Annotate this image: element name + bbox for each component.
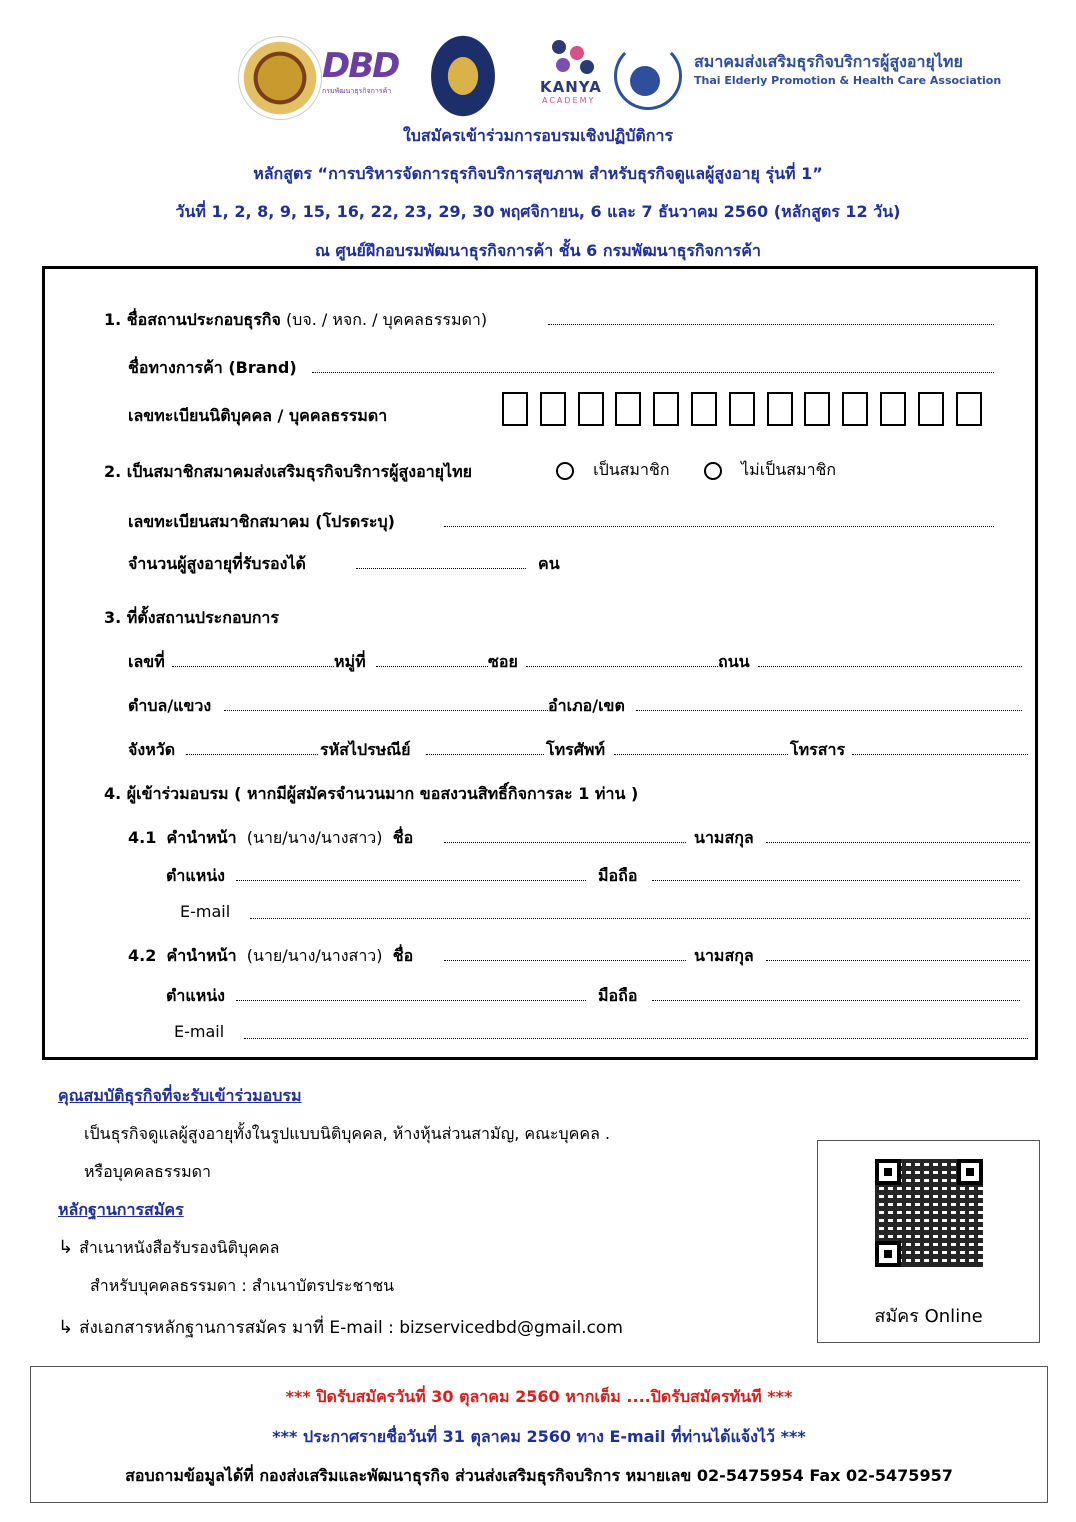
participant-1-position-field[interactable] — [236, 866, 586, 881]
association-name-th: สมาคมส่งเสริมธุรกิจบริการผู้สูงอายุไทย — [694, 52, 963, 71]
notice-announcement: *** ประกาศรายชื่อวันที่ 31 ตุลาคม 2560 ทาง E-mail ที่ท่านได้แจ้งไว้ *** — [272, 1427, 806, 1446]
member-no-option[interactable] — [704, 458, 836, 483]
registration-digit-box[interactable] — [653, 392, 679, 426]
participant-2-surname-label: นามสกุล — [694, 946, 754, 965]
address-moo-label: หมู่ที่ — [334, 652, 366, 671]
registration-digit-box[interactable] — [615, 392, 641, 426]
university-seal-logo — [428, 32, 498, 120]
address-tambon-field[interactable] — [224, 696, 548, 711]
participant-1-surname-field[interactable] — [766, 828, 1030, 843]
business-name-field[interactable] — [548, 310, 994, 325]
participant-2-name-label: ชื่อ — [392, 946, 414, 965]
participant-2-name-field[interactable] — [444, 946, 686, 961]
registration-digit-box[interactable] — [540, 392, 566, 426]
association-name-en: Thai Elderly Promotion & Health Care Association — [694, 74, 1002, 87]
brand-field[interactable] — [312, 358, 994, 373]
address-phone-field[interactable] — [614, 740, 788, 755]
address-soi-field[interactable] — [526, 652, 718, 667]
address-no-field[interactable] — [172, 652, 334, 667]
participant-2-position-field[interactable] — [236, 986, 586, 1001]
course-dates: วันที่ 1, 2, 8, 9, 15, 16, 22, 23, 29, 30 พฤศจิกายน, 6 และ 7 ธันวาคม 2560 (หลักสูตร 12 วัน) — [175, 202, 901, 221]
notice-box — [30, 1366, 1048, 1503]
address-tambon-label: ตำบล/แขวง — [128, 696, 212, 715]
dbd-logo-sub: กรมพัฒนาธุรกิจการค้า — [322, 87, 392, 95]
arrow-icon: ↳ — [58, 1237, 74, 1258]
membership-label: 2. เป็นสมาชิกสมาคมส่งเสริมธุรกิจบริการผู้สูงอายุไทย — [104, 462, 473, 481]
course-title: หลักสูตร “การบริหารจัดการธุรกิจบริการสุขภาพ สำหรับธุรกิจดูแลผู้สูงอายุ รุ่นที่ 1” — [253, 164, 823, 183]
address-amphoe-label: อำเภอ/เขต — [548, 696, 625, 715]
participant-2-mobile-field[interactable] — [652, 986, 1020, 1001]
member-yes-radio[interactable] — [556, 462, 574, 480]
elderly-capacity-field[interactable] — [356, 554, 526, 569]
participant-1-surname-label: นามสกุล — [694, 828, 754, 847]
ministry-of-commerce-logo — [238, 36, 322, 120]
address-road-field[interactable] — [758, 652, 1022, 667]
participant-2-number: 4.2 — [128, 946, 157, 965]
participant-2-email-field[interactable] — [244, 1024, 1028, 1039]
address-no-label: เลขที่ — [128, 652, 165, 671]
member-number-label: เลขทะเบียนสมาชิกสมาคม (โปรดระบุ) — [128, 512, 395, 531]
participant-1-mobile-field[interactable] — [652, 866, 1020, 881]
contact-email[interactable]: E-mail : bizservicedbd@gmail.com — [329, 1318, 623, 1338]
member-no-radio[interactable] — [704, 462, 722, 480]
notice-deadline: *** ปิดรับสมัครวันที่ 30 ตุลาคม 2560 หากเต็ม ....ปิดรับสมัครทันที *** — [285, 1387, 793, 1406]
address-phone-label: โทรศัพท์ — [546, 740, 605, 759]
kanya-academy-logo — [540, 38, 610, 108]
logo-row — [230, 28, 1002, 118]
business-name-label: 1. ชื่อสถานประกอบธุรกิจ — [104, 310, 281, 329]
course-venue: ณ ศูนย์ฝึกอบรมพัฒนาธุรกิจการค้า ชั้น 6 กรมพัฒนาธุรกิจการค้า — [315, 241, 761, 260]
registration-digit-box[interactable] — [842, 392, 868, 426]
evidence-title: หลักฐานการสมัคร — [58, 1200, 184, 1219]
member-number-field[interactable] — [444, 512, 994, 527]
form-title: ใบสมัครเข้าร่วมการอบรมเชิงปฏิบัติการ — [402, 126, 674, 145]
address-fax-label: โทรสาร — [790, 740, 846, 759]
participant-2-name-row — [128, 944, 413, 969]
address-soi-label: ซอย — [488, 652, 518, 671]
address-province-field[interactable] — [186, 740, 318, 755]
elderly-capacity-unit: คน — [538, 554, 560, 573]
evidence-item-2-text: ส่งเอกสารหลักฐานการสมัคร มาที่ — [79, 1318, 330, 1338]
qualification-line-1: เป็นธุรกิจดูแลผู้สูงอายุทั้งในรูปแบบนิติบุคคล, ห้างหุ้นส่วนสามัญ, คณะบุคคล . — [84, 1124, 611, 1143]
participant-1-name-label: ชื่อ — [392, 828, 414, 847]
registration-digit-box[interactable] — [729, 392, 755, 426]
notice-contact: สอบถามข้อมูลได้ที่ กองส่งเสริมและพัฒนาธุรกิจ ส่วนส่งเสริมธุรกิจบริการ หมายเลข 02-5475954 Fax 02-5475957 — [125, 1466, 953, 1485]
evidence-item-1 — [58, 1236, 279, 1261]
participant-1-email-label: E-mail — [180, 902, 231, 921]
section-1-row — [104, 308, 487, 333]
association-logo — [614, 36, 1002, 116]
address-amphoe-field[interactable] — [636, 696, 1022, 711]
kanya-logo-sub: ACADEMY — [542, 96, 596, 105]
participant-2-prefix-label: คำนำหน้า — [166, 946, 237, 965]
registration-digit-box[interactable] — [578, 392, 604, 426]
evidence-item-1-text: สำเนาหนังสือรับรองนิติบุคคล — [79, 1238, 280, 1257]
address-province-label: จังหวัด — [128, 740, 176, 759]
dbd-logo-text: DBD — [322, 46, 399, 86]
qualification-title: คุณสมบัติธุรกิจที่จะรับเข้าร่วมอบรม — [58, 1086, 302, 1105]
registration-digit-box[interactable] — [767, 392, 793, 426]
address-zip-label: รหัสไปรษณีย์ — [320, 740, 411, 759]
business-name-hint: (บจ. / หจก. / บุคคลธรรมดา) — [285, 310, 488, 329]
address-section-label: 3. ที่ตั้งสถานประกอบการ — [104, 608, 279, 627]
participant-1-number: 4.1 — [128, 828, 157, 847]
participant-2-prefix-hint: (นาย/นาง/นางสาว) — [246, 946, 383, 965]
participant-1-name-row — [128, 826, 413, 851]
registration-digit-box[interactable] — [502, 392, 528, 426]
evidence-item-2 — [58, 1314, 623, 1341]
participant-1-name-field[interactable] — [444, 828, 686, 843]
participant-2-position-label: ตำแหน่ง — [166, 986, 225, 1005]
registration-digit-box[interactable] — [918, 392, 944, 426]
register-online-label: สมัคร Online — [874, 1306, 983, 1327]
evidence-item-1b: สำหรับบุคคลธรรมดา : สำเนาบัตรประชาชน — [90, 1276, 395, 1295]
participant-1-mobile-label: มือถือ — [598, 866, 638, 885]
dbd-logo — [322, 46, 412, 102]
qualification-line-2: หรือบุคคลธรรมดา — [84, 1162, 211, 1181]
participants-section-label: 4. ผู้เข้าร่วมอบรม ( หากมีผู้สมัครจำนวนมาก ขอสงวนสิทธิ์กิจการละ 1 ท่าน ) — [104, 784, 639, 803]
member-yes-option[interactable] — [556, 458, 670, 483]
kanya-logo-name: KANYA — [540, 78, 602, 96]
participant-1-prefix-hint: (นาย/นาง/นางสาว) — [246, 828, 383, 847]
member-yes-label: เป็นสมาชิก — [593, 460, 670, 479]
member-no-label: ไม่เป็นสมาชิก — [741, 460, 837, 479]
registration-digit-box[interactable] — [691, 392, 717, 426]
address-fax-field[interactable] — [852, 740, 1028, 755]
registration-number-label: เลขทะเบียนนิติบุคคล / บุคคลธรรมดา — [128, 406, 388, 425]
participant-2-mobile-label: มือถือ — [598, 986, 638, 1005]
address-road-label: ถนน — [718, 652, 750, 671]
registration-digit-box[interactable] — [880, 392, 906, 426]
address-moo-field[interactable] — [376, 652, 488, 667]
brand-label: ชื่อทางการค้า (Brand) — [128, 358, 297, 377]
participant-1-position-label: ตำแหน่ง — [166, 866, 225, 885]
qr-box — [817, 1140, 1040, 1343]
participant-1-prefix-label: คำนำหน้า — [166, 828, 237, 847]
address-zip-field[interactable] — [426, 740, 544, 755]
participant-2-email-label: E-mail — [174, 1022, 225, 1041]
registration-digit-box[interactable] — [804, 392, 830, 426]
arrow-icon: ↳ — [58, 1317, 74, 1338]
registration-digit-box[interactable] — [956, 392, 982, 426]
elderly-capacity-label: จำนวนผู้สูงอายุที่รับรองได้ — [128, 554, 306, 573]
participant-1-email-field[interactable] — [250, 904, 1030, 919]
participant-2-surname-field[interactable] — [766, 946, 1030, 961]
